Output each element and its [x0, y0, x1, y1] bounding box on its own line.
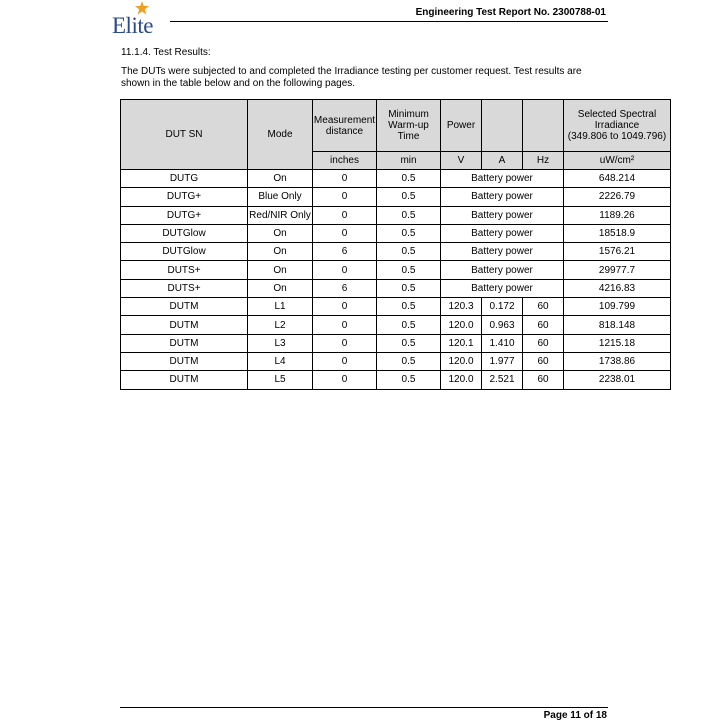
intro-paragraph: [121, 66, 591, 90]
unit-amps: A: [482, 152, 523, 170]
cell-irradiance: 648.214: [564, 170, 671, 188]
cell-mode: On: [248, 261, 313, 279]
cell-hz: 60: [523, 298, 564, 316]
header-text: Warm-up: [388, 120, 429, 131]
col-header-blank-hz: [523, 100, 564, 152]
col-header-power: Power: [441, 100, 482, 152]
table-row: [121, 243, 712, 261]
table-row: [121, 316, 712, 334]
col-header-dut-sn: DUT SN: [121, 100, 248, 170]
cell-distance: 6: [313, 243, 377, 261]
cell-dut-sn: DUTS+: [121, 261, 248, 279]
cell-warmup-time: 0.5: [377, 170, 441, 188]
cell-hz: 60: [523, 316, 564, 334]
cell-amps: 0.963: [482, 316, 523, 334]
cell-volts: 120.0: [441, 371, 482, 389]
intro-line: shown in the table below and on the following pages.: [121, 78, 356, 89]
header-text: Time: [397, 131, 420, 142]
cell-warmup-time: 0.5: [377, 243, 441, 261]
report-title: Engineering Test Report No. 2300788-01: [415, 7, 606, 18]
cell-dut-sn: DUTM: [121, 371, 248, 389]
cell-mode: L2: [248, 316, 313, 334]
table-row: [121, 170, 712, 188]
header-text: Minimum: [388, 109, 429, 120]
header-text: Irradiance: [594, 120, 640, 131]
table-row: [121, 352, 712, 370]
cell-distance: 0: [313, 261, 377, 279]
cell-power: Battery power: [441, 224, 564, 242]
cell-irradiance: 1189.26: [564, 206, 671, 224]
logo-text: Elite: [112, 13, 153, 38]
cell-power: Battery power: [441, 188, 564, 206]
cell-dut-sn: DUTGlow: [121, 243, 248, 261]
cell-volts: 120.3: [441, 298, 482, 316]
cell-dut-sn: DUTS+: [121, 279, 248, 297]
cell-warmup-time: 0.5: [377, 316, 441, 334]
cell-irradiance: 29977.7: [564, 261, 671, 279]
cell-hz: 60: [523, 334, 564, 352]
cell-distance: 0: [313, 334, 377, 352]
cell-dut-sn: DUTG+: [121, 188, 248, 206]
cell-warmup-time: 0.5: [377, 188, 441, 206]
col-header-blank-a: [482, 100, 523, 152]
col-header-mode: Mode: [248, 100, 313, 170]
unit-hz: Hz: [523, 152, 564, 170]
cell-amps: 0.172: [482, 298, 523, 316]
cell-distance: 0: [313, 188, 377, 206]
cell-power: Battery power: [441, 206, 564, 224]
table-row: [121, 206, 712, 224]
cell-mode: L3: [248, 334, 313, 352]
header-text: distance: [325, 125, 364, 137]
unit-time: min: [377, 152, 441, 170]
cell-distance: 0: [313, 298, 377, 316]
cell-mode: L5: [248, 371, 313, 389]
table-row: [121, 279, 712, 297]
cell-irradiance: 818.148: [564, 316, 671, 334]
company-logo: [112, 2, 162, 38]
table-row: [121, 334, 712, 352]
cell-volts: 120.1: [441, 334, 482, 352]
col-header-irradiance: [564, 100, 671, 152]
cell-dut-sn: DUTG: [121, 170, 248, 188]
header-text: Selected Spectral: [577, 109, 657, 120]
cell-mode: On: [248, 170, 313, 188]
header-rule: [170, 21, 608, 22]
cell-irradiance: 4216.83: [564, 279, 671, 297]
cell-distance: 6: [313, 279, 377, 297]
cell-irradiance: 109.799: [564, 298, 671, 316]
table-row: [121, 188, 712, 206]
cell-distance: 0: [313, 206, 377, 224]
cell-amps: 1.977: [482, 352, 523, 370]
cell-amps: 1.410: [482, 334, 523, 352]
cell-power: Battery power: [441, 243, 564, 261]
page-number: Page 11 of 18: [543, 710, 607, 721]
intro-line: The DUTs were subjected to and completed the Irradiance testing per customer request. Test results are: [121, 66, 582, 77]
cell-volts: 120.0: [441, 352, 482, 370]
cell-dut-sn: DUTM: [121, 334, 248, 352]
cell-mode: On: [248, 224, 313, 242]
cell-irradiance: 2238.01: [564, 371, 671, 389]
table-row: [121, 224, 712, 242]
cell-irradiance: 2226.79: [564, 188, 671, 206]
cell-warmup-time: 0.5: [377, 206, 441, 224]
cell-distance: 0: [313, 170, 377, 188]
cell-dut-sn: DUTG+: [121, 206, 248, 224]
cell-power: Battery power: [441, 170, 564, 188]
cell-irradiance: 1215.18: [564, 334, 671, 352]
footer-rule: [120, 707, 608, 708]
cell-warmup-time: 0.5: [377, 224, 441, 242]
cell-irradiance: 1576.21: [564, 243, 671, 261]
cell-dut-sn: DUTM: [121, 316, 248, 334]
cell-mode: Blue Only: [248, 188, 313, 206]
cell-power: Battery power: [441, 261, 564, 279]
header-text: Measurement: [313, 114, 376, 126]
table-row: [121, 371, 712, 389]
unit-volts: V: [441, 152, 482, 170]
cell-dut-sn: DUTGlow: [121, 224, 248, 242]
cell-distance: 0: [313, 371, 377, 389]
cell-dut-sn: DUTM: [121, 352, 248, 370]
header-text: (349.806 to 1049.796): [567, 131, 667, 142]
col-header-distance: [313, 100, 377, 152]
table-row: [121, 298, 712, 316]
cell-warmup-time: 0.5: [377, 261, 441, 279]
cell-mode: On: [248, 243, 313, 261]
cell-distance: 0: [313, 352, 377, 370]
cell-volts: 120.0: [441, 316, 482, 334]
cell-distance: 0: [313, 316, 377, 334]
cell-irradiance: 18518.9: [564, 224, 671, 242]
cell-power: Battery power: [441, 279, 564, 297]
cell-warmup-time: 0.5: [377, 352, 441, 370]
cell-mode: Red/NIR Only: [248, 206, 313, 224]
unit-distance: inches: [313, 152, 377, 170]
col-header-warmup: [377, 100, 441, 152]
test-results-table: [120, 99, 712, 390]
cell-irradiance: 1738.86: [564, 352, 671, 370]
cell-distance: 0: [313, 224, 377, 242]
cell-mode: On: [248, 279, 313, 297]
section-title: 11.1.4. Test Results:: [121, 47, 211, 58]
cell-dut-sn: DUTM: [121, 298, 248, 316]
unit-irradiance: uW/cm²: [564, 152, 671, 170]
cell-warmup-time: 0.5: [377, 371, 441, 389]
cell-warmup-time: 0.5: [377, 279, 441, 297]
cell-hz: 60: [523, 352, 564, 370]
cell-hz: 60: [523, 371, 564, 389]
table-row: [121, 261, 712, 279]
cell-amps: 2.521: [482, 371, 523, 389]
cell-mode: L1: [248, 298, 313, 316]
cell-warmup-time: 0.5: [377, 334, 441, 352]
cell-warmup-time: 0.5: [377, 298, 441, 316]
star-icon: [135, 1, 149, 15]
cell-mode: L4: [248, 352, 313, 370]
